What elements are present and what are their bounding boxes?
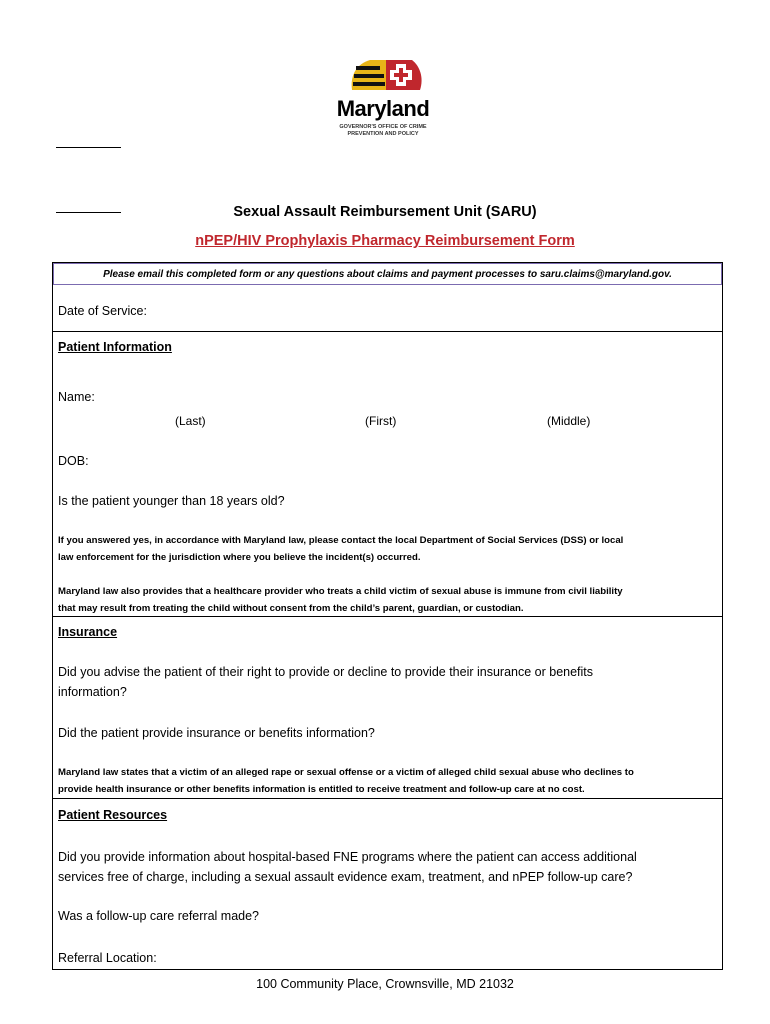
reimbursement-form bbox=[52, 262, 723, 970]
patient-information-heading bbox=[58, 337, 172, 357]
immunity-notice bbox=[58, 583, 716, 617]
logo-subtitle-line2: PREVENTION AND POLICY bbox=[347, 131, 419, 137]
immunity-notice-line1: Maryland law also provides that a healthcare provider who treats a child victim of sexual abuse is immune from civil liability bbox=[58, 586, 623, 597]
logo-name: Maryland bbox=[336, 96, 430, 121]
date-of-service-label: Date of Service: bbox=[58, 304, 147, 318]
divider bbox=[53, 331, 722, 332]
patient-resources-title: Patient Resources bbox=[58, 808, 168, 822]
insurance-provided-question: Did the patient provide insurance or benefits information? bbox=[58, 726, 375, 740]
insurance-law-line1: Maryland law states that a victim of an alleged rape or sexual offense or a victim of alleged child sexual abuse who declines to bbox=[58, 767, 634, 778]
form-title: nPEP/HIV Prophylaxis Pharmacy Reimbursement Form bbox=[195, 233, 575, 249]
middle-name-caption: (Middle) bbox=[547, 414, 591, 428]
divider bbox=[53, 616, 722, 617]
insurance-advise-line1: Did you advise the patient of their right to provide or decline to provide their insurance or benefits bbox=[58, 665, 594, 679]
insurance-title: Insurance bbox=[58, 625, 118, 639]
fne-question bbox=[58, 847, 637, 887]
dss-notice bbox=[58, 532, 716, 566]
insurance-advise-question bbox=[58, 662, 593, 702]
dss-notice-line1: If you answered yes, in accordance with Maryland law, please contact the local Department of Social Services (DSS) or local bbox=[58, 535, 624, 546]
insurance-heading bbox=[58, 622, 117, 642]
divider bbox=[53, 798, 722, 799]
fne-question-line1: Did you provide information about hospital-based FNE programs where the patient can access additional bbox=[58, 850, 637, 864]
patient-information-title: Patient Information bbox=[58, 340, 172, 354]
fne-question-line2: services free of charge, including a sexual assault evidence exam, treatment, and nPEP follow-up care? bbox=[58, 870, 633, 884]
insurance-law-notice bbox=[58, 764, 716, 798]
first-name-caption: (First) bbox=[365, 414, 397, 428]
age-question: Is the patient younger than 18 years old? bbox=[58, 494, 285, 508]
left-rule-top bbox=[56, 147, 121, 148]
last-name-caption: (Last) bbox=[175, 414, 206, 428]
page-title: Sexual Assault Reimbursement Unit (SARU) bbox=[233, 204, 537, 220]
dob-label: DOB: bbox=[58, 454, 89, 468]
name-label: Name: bbox=[58, 390, 95, 404]
logo-subtitle bbox=[318, 124, 448, 138]
insurance-advise-line2: information? bbox=[58, 685, 127, 699]
immunity-notice-line2: that may result from treating the child without consent from the child’s parent, guardian, or custodian. bbox=[58, 603, 524, 614]
email-notice: Please email this completed form or any questions about claims and payment processes to saru.claims@maryland.gov. bbox=[53, 263, 722, 285]
logo-subtitle-line1: GOVERNOR'S OFFICE OF CRIME bbox=[339, 124, 427, 130]
dss-notice-line2: law enforcement for the jurisdiction where you believe the incident(s) occurred. bbox=[58, 552, 421, 563]
referral-location-label: Referral Location: bbox=[58, 951, 157, 965]
referral-question: Was a follow-up care referral made? bbox=[58, 909, 260, 923]
insurance-law-line2: provide health insurance or other benefits information is entitled to receive treatment and follow-up care at no cost. bbox=[58, 784, 585, 795]
patient-resources-heading bbox=[58, 805, 167, 825]
footer-address: 100 Community Place, Crownsville, MD 21032 bbox=[256, 977, 514, 991]
